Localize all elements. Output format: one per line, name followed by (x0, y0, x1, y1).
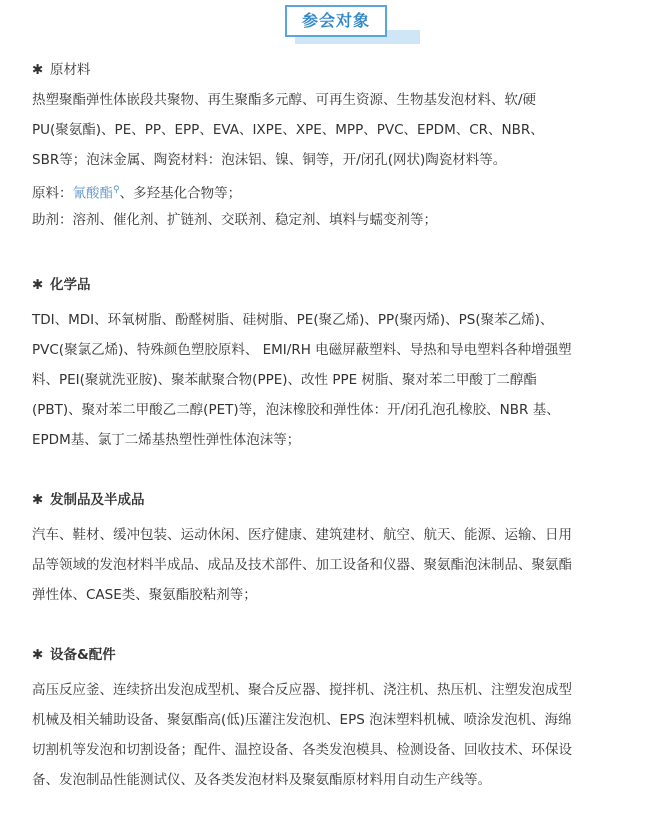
paragraph-line: (PBT)、聚对苯二甲酸乙二醇(PET)等，泡沫橡胶和弹性体：开/闭孔泡孔橡胶、NBR 基、 (32, 402, 560, 418)
feedstock-label: 原料： (32, 185, 73, 202)
asterisk-icon: ✱ (32, 647, 44, 663)
paragraph-line: 切割机等发泡和切割设备；配件、温控设备、各类发泡模具、检测设备、回收技术、环保设 (32, 742, 572, 758)
paragraph-line: EPDM基、氯丁二烯基热塑性弹性体泡沫等； (32, 432, 301, 448)
section-heading-raw (32, 60, 644, 80)
asterisk-icon: ✱ (32, 62, 44, 78)
heading-text: 化学品 (50, 277, 91, 293)
section-heading-foam (32, 490, 644, 510)
section-foam-products (32, 490, 644, 610)
section-raw-materials (32, 60, 644, 235)
asterisk-icon: ✱ (32, 277, 44, 293)
additives-line: 助剂：溶剂、催化剂、扩链剂、交联剂、稳定剂、填料与蠕变剂等； (32, 212, 437, 228)
section-equipment (32, 645, 644, 795)
section-heading-equipment (32, 645, 644, 665)
feedstock-rest: 、多羟基化合物等； (119, 185, 242, 202)
paragraph-line: 品等领域的发泡材料半成品、成品及技术部件、加工设备和仪器、聚氨酯泡沫制品、聚氨酯 (32, 557, 572, 573)
paragraph-line: TDI、MDI、环氧树脂、酚醛树脂、硅树脂、PE(聚乙烯)、PP(聚丙烯)、PS(聚苯乙烯)、 (32, 312, 554, 328)
section-title-banner (0, 0, 672, 50)
paragraph-line: 备、发泡制品性能测试仪、及各类发泡材料及聚氨酯原材料用自动生产线等。 (32, 772, 491, 788)
paragraph-line: PVC(聚氯乙烯)、特殊颜色塑胶原料、 EMI/RH 电磁屏蔽塑料、导热和导电塑料各种增强塑 (32, 342, 572, 358)
paragraph-line: SBR等；泡沫金属、陶瓷材料：泡沫铝、镍、铜等，开/闭孔(网状)陶瓷材料等。 (32, 152, 507, 168)
paragraph-line: 料、PEI(聚就洗亚胺)、聚苯献聚合物(PPE)、改性 PPE 树脂、聚对苯二甲酸丁二醇酯 (32, 372, 537, 388)
paragraph-line: 机械及相关辅助设备、聚氨酯高(低)压灌注发泡机、EPS 泡沫塑料机械、喷涂发泡机、海绵 (32, 712, 572, 728)
paragraph-line: 汽车、鞋材、缓冲包装、运动休闲、医疗健康、建筑建材、航空、航天、能源、运输、日用 (32, 527, 572, 543)
section-chemicals (32, 275, 644, 455)
heading-text: 发制品及半成品 (50, 492, 145, 508)
paragraph-line: 热塑聚酯弹性体嵌段共聚物、再生聚酯多元醇、可再生资源、生物基发泡材料、软/硬 (32, 92, 537, 108)
paragraph-line: 弹性体、CASE类、聚氨酯胶粘剂等； (32, 587, 257, 603)
keyword-search-link[interactable]: 氰酸酯 (72, 185, 113, 202)
heading-text: 设备&配件 (50, 647, 116, 663)
feedstock-line (32, 175, 644, 205)
search-icon[interactable]: ⚲ (113, 185, 120, 195)
asterisk-icon: ✱ (32, 492, 44, 508)
paragraph-line: 高压反应釜、连续挤出发泡成型机、聚合反应器、搅拌机、浇注机、热压机、注塑发泡成型 (32, 682, 572, 698)
section-heading-chemicals (32, 275, 644, 295)
paragraph-line: PU(聚氨酯)、PE、PP、EPP、EVA、IXPE、XPE、MPP、PVC、EPDM、CR、NBR、 (32, 122, 544, 138)
heading-text: 原材料 (50, 62, 91, 78)
page-title: 参会对象 (285, 5, 387, 37)
